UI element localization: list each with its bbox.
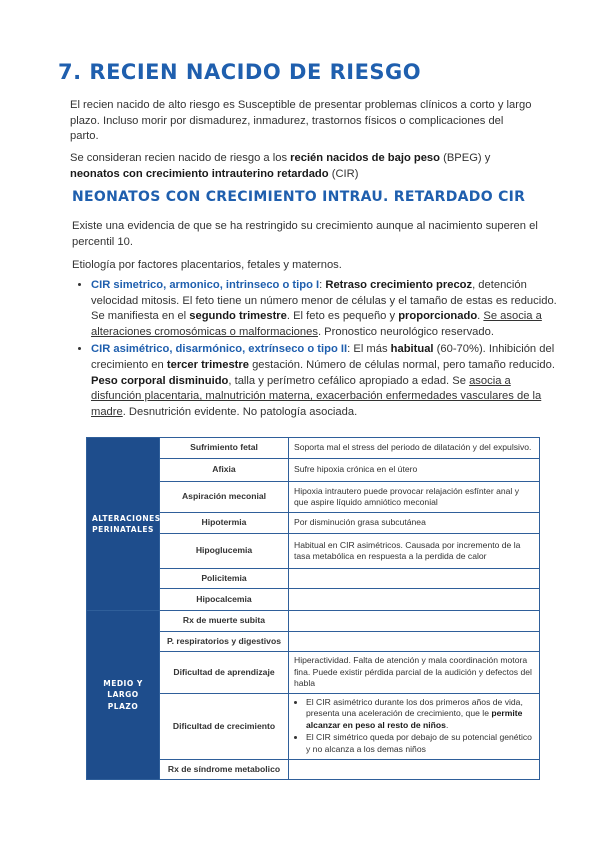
cir-types-list [73, 278, 561, 422]
row-label: Afixia [160, 459, 289, 482]
section-heading: NEONATOS CON CRECIMIENTO INTRAU. RETARDADO CIR [72, 189, 526, 205]
cir-type-1-b1: Retraso crecimiento precoz [325, 279, 473, 291]
cir-type-2-underline: asocia a disfunción placentaria, malnutrición materna, exacerbación enfermedades vasculares de la madre [91, 374, 542, 418]
row-description [289, 693, 540, 760]
list-item [306, 697, 534, 732]
growth-note-1-pre: El CIR asimétrico durante los dos primeros años de vida, presenta una aceleración de crecimiento, que le [306, 696, 523, 718]
etiology-paragraph: Etiología por factores placentarios, fetales y maternos. [72, 259, 342, 271]
cir-type-1-item [91, 278, 561, 340]
cir-type-2-t3: , talla y perímetro cefálico apropiado a edad. Se [228, 374, 470, 387]
row-description: Soporta mal el stress del periodo de dilatación y del expulsivo. [289, 438, 540, 459]
row-label: Hipocalcemia [160, 589, 289, 611]
definition-mid: (BPEG) y [440, 152, 491, 164]
row-label: P. respiratorios y digestivos [160, 632, 289, 652]
row-description [289, 569, 540, 589]
table-row [87, 438, 540, 459]
table-row [87, 611, 540, 632]
row-label: Rx de síndrome metabolico [160, 760, 289, 780]
cir-type-1-b2: segundo trimestre [189, 310, 287, 323]
cir-type-1-b3: proporcionado [398, 310, 478, 323]
definition-bold-bpeg: recién nacidos de bajo peso [290, 152, 440, 164]
row-description [289, 611, 540, 632]
cir-type-2-item [91, 342, 561, 420]
row-label: Hipoglucemia [160, 534, 289, 569]
row-label: Dificultad de crecimiento [160, 693, 289, 760]
row-label: Policitemia [160, 569, 289, 589]
cir-type-2-b3: Peso corporal disminuido [91, 374, 229, 387]
growth-note-1-post: . [445, 719, 449, 730]
cir-type-2-t1: (60-70%). Inhibición del crecimiento en [91, 343, 555, 371]
page-title: 7. RECIEN NACIDO DE RIESGO [58, 60, 422, 84]
row-description [289, 589, 540, 611]
definition-paragraph [70, 151, 532, 182]
row-description: Sufre hipoxia crónica en el útero [289, 459, 540, 482]
cir-type-2-b2: tercer trimestre [166, 358, 249, 371]
row-description: Por disminución grasa subcutánea [289, 513, 540, 534]
row-description: Hiperactividad. Falta de atención y mala coordinación motora fina. Puede existir pérdida parcial de la audición y defectos del habla [289, 652, 540, 694]
row-description [289, 632, 540, 652]
cir-type-2-t4: . Desnutrición evidente. No patología asociada. [122, 405, 358, 418]
growth-notes-list [294, 697, 534, 756]
row-label: Hipotermia [160, 513, 289, 534]
growth-note-1-bold: permite alcanzar en peso al resto de niños [306, 708, 523, 730]
cir-type-1-sep: : [319, 279, 326, 291]
cir-type-2-heading: CIR asimétrico, disarmónico, extrínseco o tipo II [91, 343, 348, 356]
evidence-paragraph: Existe una evidencia de que se ha restringido su crecimiento aunque al nacimiento superen el percentil 10. [72, 220, 538, 248]
row-description: Hipoxia intrautero puede provocar relajación esfínter anal y que aspire líquido amniótico meconial [289, 482, 540, 513]
definition-bold-cir: neonatos con crecimiento intrauterino retardado [70, 167, 329, 180]
row-label: Dificultad de aprendizaje [160, 652, 289, 694]
definition-prefix: Se consideran recien nacido de riesgo a los [70, 152, 291, 164]
definition-suffix: (CIR) [328, 167, 359, 180]
cir-type-1-underline: Se asocia a alteraciones cromosómicas o malformaciones [91, 310, 542, 338]
row-description: Habitual en CIR asimétricos. Causada por incremento de la tasa metabólica en respuesta a la perdida de calor [289, 534, 540, 569]
growth-note-2: El CIR simétrico queda por debajo de su potencial genético y no alcanza a los demas niños [306, 732, 532, 754]
row-description [289, 760, 540, 780]
cir-type-1-t2: . El feto es pequeño y [286, 310, 399, 323]
row-label: Sufrimiento fetal [160, 438, 289, 459]
complications-table [86, 437, 540, 780]
cir-type-2-t2: gestación. Número de células normal, pero tamaño reducido. [248, 358, 555, 371]
group-perinatal-label: ALTERACIONES PERINATALES [87, 438, 160, 611]
row-label: Aspiración meconial [160, 482, 289, 513]
cir-type-1-t3: . [477, 310, 484, 323]
cir-type-1-t1: , detención velocidad mitosis. El feto tiene un número menor de células y el tamaño de estas es reducido. Se manifiesta en el [91, 279, 557, 323]
group-long-term-label: MEDIO Y LARGO PLAZO [87, 611, 160, 780]
row-label: Rx de muerte subita [160, 611, 289, 632]
intro-paragraph: El recien nacido de alto riesgo es Susceptible de presentar problemas clínicos a corto y largo plazo. Incluso morir por dismadurez, inmadurez, trastornos físicos o complicaciones del parto. [70, 99, 532, 143]
cir-type-1-t4: . Pronostico neurológico reservado. [317, 325, 494, 338]
cir-type-2-sep: : El más [347, 343, 391, 356]
cir-type-2-b1: habitual [390, 343, 434, 356]
list-item [306, 732, 534, 755]
cir-type-1-heading: CIR simetrico, armonico, intrinseco o tipo I [91, 279, 320, 291]
